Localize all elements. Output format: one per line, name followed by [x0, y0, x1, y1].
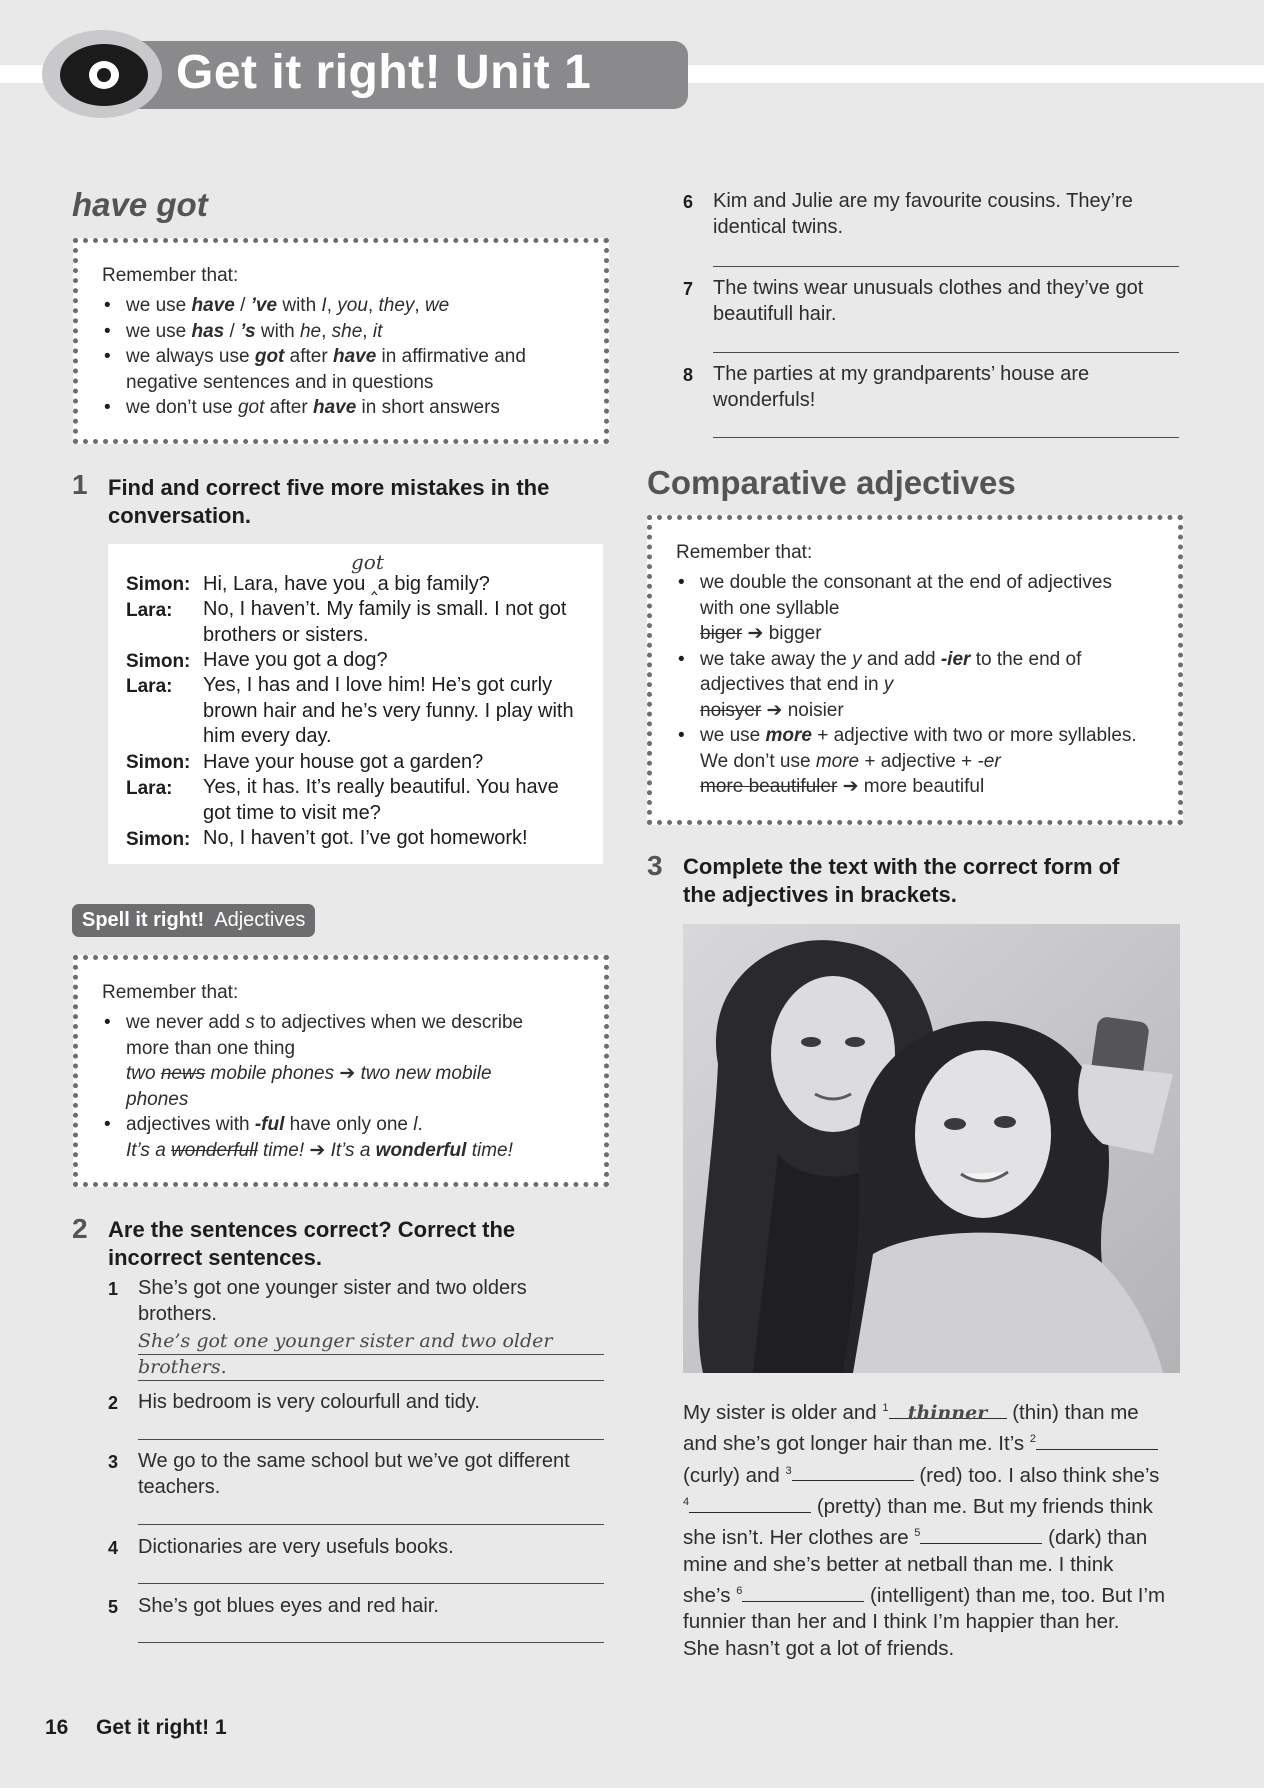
exercise-2-instruction: Are the sentences correct? Correct the incorrect sentences. — [108, 1217, 516, 1270]
blank-6[interactable] — [742, 1583, 864, 1602]
answer-line — [138, 1380, 604, 1381]
dialogue-speaker: Simon: — [126, 829, 191, 850]
dialogue-line: Hi, Lara, have you ‸a big family? — [203, 573, 490, 595]
have-got-heading: have got — [72, 186, 208, 223]
answer-line[interactable] — [713, 437, 1179, 438]
dialogue-speaker: Lara: — [126, 676, 173, 697]
arrow-icon: ➔ — [339, 1063, 356, 1084]
item-sentence: She’s got blues eyes and red hair. — [138, 1595, 439, 1617]
have-got-remember-box — [73, 238, 609, 444]
item-sentence: Kim and Julie are my favourite cousins. They’re identical twins. — [713, 190, 1133, 238]
arrow-icon: ➔ — [766, 699, 783, 721]
page-number: 16 — [45, 1716, 69, 1739]
dialogue-speaker: Lara: — [126, 600, 173, 621]
remember-label: Remember that: — [102, 265, 239, 286]
comparative-remember-box — [647, 515, 1183, 825]
dialogue-speaker: Lara: — [126, 778, 173, 799]
answer-line[interactable] — [713, 266, 1179, 267]
item-number: 7 — [683, 279, 694, 299]
dialogue-line: Have your house got a garden? — [203, 751, 484, 773]
spell-rules — [102, 1010, 580, 1163]
sisters-selfie-illustration — [683, 924, 1180, 1373]
item-number: 1 — [108, 1279, 119, 1299]
item-sentence: Dictionaries are very usefuls books. — [138, 1536, 454, 1558]
comparative-heading: Comparative adjectives — [647, 464, 1016, 501]
spell-it-right-tag: Spell it right! Adjectives — [72, 904, 315, 937]
have-got-rules — [102, 293, 580, 421]
item-sentence: The twins wear unusuals clothes and they’ve got beautifull hair. — [713, 277, 1144, 325]
rule-short-answers: • we don’t use got after have in short answers — [126, 395, 580, 421]
exercise-3-number: 3 — [647, 850, 663, 881]
answer-line[interactable] — [138, 1583, 604, 1584]
dialogue-speaker: Simon: — [126, 752, 191, 773]
filled-answer: thinner — [907, 1401, 988, 1424]
exercise-3-instruction: Complete the text with the correct form of the adjectives in brackets. — [683, 854, 1120, 907]
answer-line[interactable] — [138, 1524, 604, 1525]
arrow-icon: ➔ — [842, 776, 859, 797]
exercise-1-number: 1 — [72, 469, 88, 500]
dialogue-line: Yes, it has. It’s really beautiful. You have got time to visit me? — [203, 776, 559, 824]
answer-line[interactable] — [713, 352, 1179, 353]
rule-has: • we use has / ’s with he, she, it — [126, 319, 580, 345]
answer-line[interactable] — [138, 1642, 604, 1643]
rule-more: • we use more + adjective with two or more syllables. We don’t use more + adjective + -er more beautifuler ➔ more beautiful — [700, 723, 1154, 800]
item-number: 8 — [683, 365, 694, 385]
answer-line[interactable] — [138, 1439, 604, 1440]
spell-remember-box — [73, 955, 609, 1187]
item-sentence: She’s got one younger sister and two olders brothers. — [138, 1277, 527, 1325]
page-title: Get it right! Unit 1 — [176, 46, 592, 99]
item-number: 4 — [108, 1538, 119, 1558]
handwritten-correction: got — [351, 550, 384, 574]
arrow-icon: ➔ — [309, 1139, 326, 1161]
eye-logo-center — [97, 68, 111, 82]
handwritten-answer: She’s got one younger sister and two older brothers. — [138, 1330, 553, 1378]
arrow-icon: ➔ — [747, 623, 764, 644]
item-number: 5 — [108, 1597, 119, 1617]
rule-ful: • adjectives with -ful have only one l. It’s a wonderfull time! ➔ It’s a wonderful time! — [126, 1112, 580, 1163]
rule-double-consonant: • we double the consonant at the end of adjectives with one syllable biger ➔ bigger — [700, 570, 1154, 647]
blank-5[interactable] — [920, 1525, 1042, 1544]
blank-4[interactable] — [689, 1494, 811, 1513]
remember-label: Remember that: — [676, 542, 813, 563]
answer-line — [138, 1354, 604, 1355]
dialogue-speaker: Simon: — [126, 651, 191, 672]
item-number: 2 — [108, 1393, 119, 1413]
exercise-1-instruction: Find and correct five more mistakes in the conversation. — [108, 475, 550, 528]
item-sentence: His bedroom is very colourfull and tidy. — [138, 1391, 480, 1413]
exercise-2-number: 2 — [72, 1213, 88, 1244]
item-sentence: We go to the same school but we’ve got different teachers. — [138, 1450, 570, 1498]
blank-2[interactable] — [1036, 1431, 1158, 1450]
comparative-rules — [676, 570, 1154, 800]
rule-no-plural-s: • we never add s to adjectives when we describe more than one thing two news mobile phones ➔ two new mobile phones — [126, 1010, 580, 1112]
rule-have: • we use have / ’ve with I, you, they, we — [126, 293, 580, 319]
dialogue-line: No, I haven’t. My family is small. I not got brothers or sisters. — [203, 598, 567, 646]
item-number: 6 — [683, 192, 694, 212]
dialogue-line: Have you got a dog? — [203, 649, 388, 671]
dialogue-line: Yes, I has and I love him! He’s got curly brown hair and he’s very funny. I play with him every day. — [203, 674, 574, 747]
item-sentence: The parties at my grandparents’ house are wonderfuls! — [713, 363, 1090, 411]
footer-title: Get it right! 1 — [96, 1716, 227, 1739]
dialogue-speaker: Simon: — [126, 574, 191, 595]
selfie-drawing — [683, 924, 1180, 1373]
rule-y-to-ier: • we take away the y and add -ier to the end of adjectives that end in y noisyer ➔ noisier — [700, 647, 1154, 724]
rule-got-after-have: • we always use got after have in affirmative and negative sentences and in questions — [126, 344, 580, 395]
dialogue-box — [108, 544, 603, 864]
exercise-3-text: My sister is older and $^1$ thinner (thin) than me and she’s got longer hair than me. It’s $^2$ (curly) and $^3$ (red) too. I also think she’s $^4$ (pretty) than me. But my friends think she isn’t. Her clothes are $^5$ (dark) than mine and she’s better at netball than me. I think she’s $^6$ (intelligent) than me, too. But I’m funnier than her and I think I’m happier than her. She hasn’t got a lot of friends. — [683, 1400, 1166, 1660]
item-number: 3 — [108, 1452, 119, 1472]
remember-label: Remember that: — [102, 982, 239, 1003]
blank-3[interactable] — [792, 1462, 914, 1481]
dialogue-line: No, I haven’t got. I’ve got homework! — [203, 827, 528, 849]
